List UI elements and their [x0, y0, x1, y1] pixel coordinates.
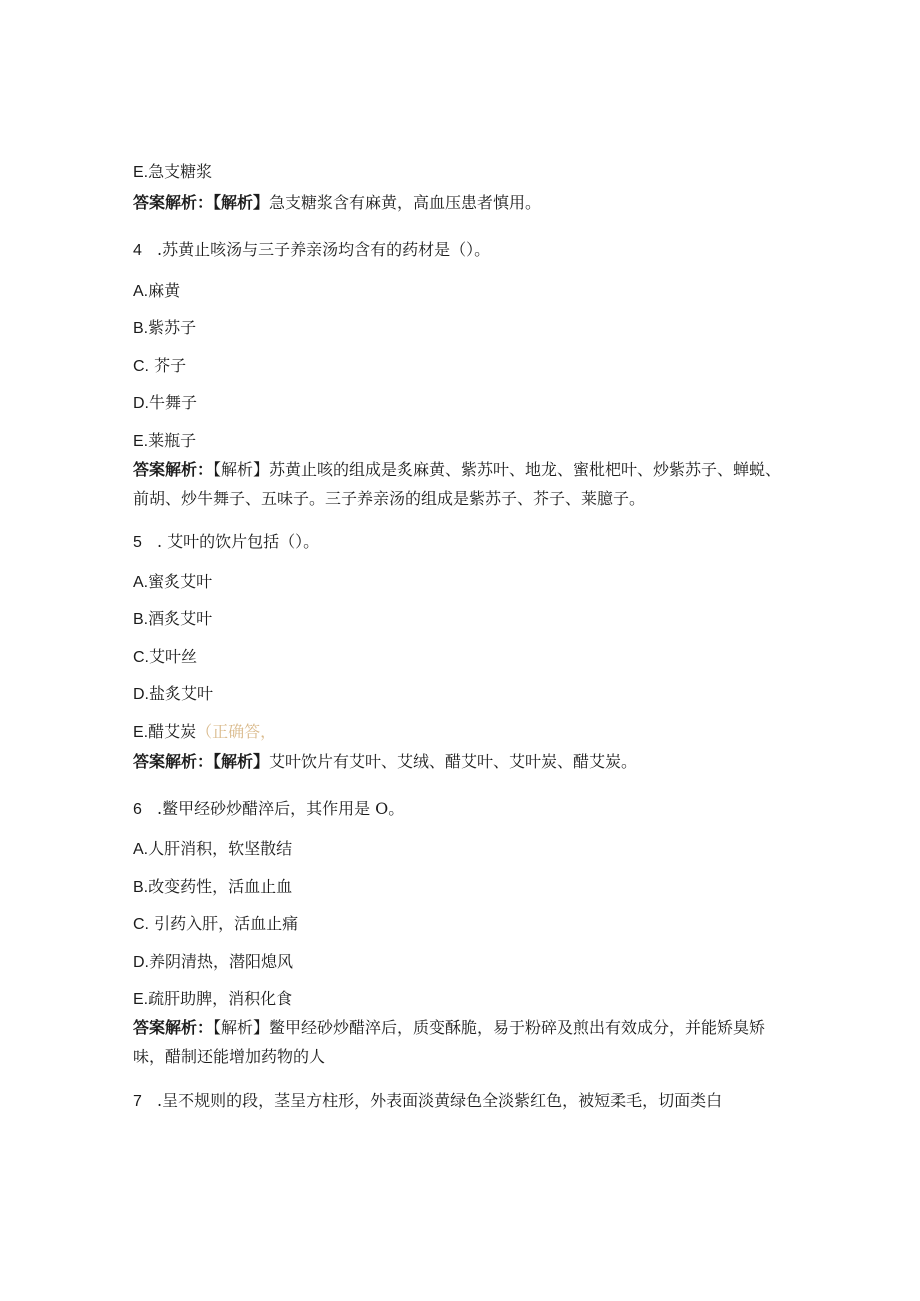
q6-option-b — [133, 877, 292, 898]
option-text: 麻黄 — [148, 281, 181, 300]
analysis-tag: 【解析】 — [213, 1018, 270, 1037]
question-number: 6 — [133, 801, 142, 818]
answer-label: 答案解析： — [133, 193, 214, 212]
option-text: 芥子 — [149, 356, 187, 375]
answer-text: 苏黄止咳的组成是炙麻黄、紫苏叶、地龙、蜜枇杷叶、炒紫苏子、蝉蜕、前胡、炒牛舞子、五味子。三子养亲汤的组成是紫苏子、芥子、莱臆子。 — [133, 460, 782, 508]
option-text: 引药入肝，活血止痛 — [149, 914, 299, 933]
question-number: 4 — [133, 242, 142, 259]
question-text: . 艾叶的饮片包括（）。 — [157, 532, 320, 551]
q6-option-a — [133, 839, 292, 860]
option-letter: A. — [133, 283, 149, 300]
q4-option-d — [133, 393, 197, 414]
analysis-tag: 【解析】 — [213, 460, 270, 479]
question-7 — [133, 1091, 722, 1112]
question-text: .苏黄止咳汤与三子养亲汤均含有的药材是（）。 — [157, 240, 491, 259]
option-e — [133, 162, 212, 183]
answer-label: 答案解析： — [133, 1018, 214, 1037]
analysis-tag: 【解析】 — [213, 193, 270, 212]
q5-option-a — [133, 572, 212, 593]
option-letter: E. — [133, 164, 149, 181]
answer-explanation — [133, 193, 541, 213]
q5-option-c — [133, 647, 197, 668]
answer-text: 艾叶饮片有艾叶、艾绒、醋艾叶、艾叶炭、醋艾炭。 — [269, 752, 638, 771]
option-letter: E. — [133, 433, 149, 450]
option-letter: A. — [133, 841, 149, 858]
q5-option-b — [133, 609, 212, 630]
option-text: 牛舞子 — [149, 393, 198, 412]
answer-label: 答案解析： — [133, 752, 214, 771]
answer-text: 鳖甲经砂炒醋淬后，质变酥脆，易于粉碎及煎出有效成分，并能矫臭矫味，醋制还能增加药物的人 — [133, 1018, 766, 1066]
q5-option-e — [133, 722, 276, 743]
q4-option-a — [133, 281, 180, 302]
option-text: 紫苏子 — [148, 318, 197, 337]
option-letter: E. — [133, 724, 149, 741]
question-5 — [133, 532, 319, 553]
option-text: 人肝消积，软坚散结 — [148, 839, 293, 858]
option-letter: A. — [133, 574, 149, 591]
option-text: 酒炙艾叶 — [148, 609, 213, 628]
option-text: 蜜炙艾叶 — [148, 572, 213, 591]
question-4 — [133, 240, 490, 261]
question-number: 5 — [133, 534, 142, 551]
option-text: 养阴清热，潜阳熄风 — [149, 952, 294, 971]
option-letter: B. — [133, 611, 149, 628]
option-text: 疏肝助脾，消积化食 — [148, 989, 293, 1008]
q6-option-e — [133, 989, 292, 1010]
q6-option-c — [133, 914, 298, 935]
answer-label: 答案解析： — [133, 460, 214, 479]
option-letter: D. — [133, 395, 149, 412]
option-text: 莱瓶子 — [148, 431, 197, 450]
question-number: 7 — [133, 1093, 142, 1110]
option-letter: B. — [133, 320, 149, 337]
q6-answer-explanation — [133, 1013, 783, 1071]
q5-answer-explanation — [133, 752, 637, 772]
q4-answer-explanation — [133, 455, 783, 513]
answer-text: 急支糖浆含有麻黄，高血压患者慎用。 — [269, 193, 542, 212]
q4-option-b — [133, 318, 196, 339]
q5-option-d — [133, 684, 213, 705]
question-text: .鳖甲经砂炒醋淬后，其作用是 O。 — [157, 799, 405, 818]
option-letter: E. — [133, 991, 149, 1008]
option-letter: C. — [133, 649, 149, 666]
option-text: 盐炙艾叶 — [149, 684, 214, 703]
option-letter: D. — [133, 686, 149, 703]
q4-option-c — [133, 356, 186, 377]
option-text: 改变药性，活血止血 — [148, 877, 293, 896]
option-letter: B. — [133, 879, 149, 896]
option-letter: C. — [133, 916, 149, 933]
option-letter: D. — [133, 954, 149, 971]
question-6 — [133, 799, 404, 820]
correct-answer-hint: （正确答， — [196, 722, 277, 741]
option-letter: C. — [133, 358, 149, 375]
option-text: 艾叶丝 — [149, 647, 198, 666]
option-text: 醋艾炭 — [148, 722, 197, 741]
q4-option-e — [133, 431, 196, 452]
analysis-tag: 【解析】 — [213, 752, 270, 771]
question-text: .呈不规则的段，茎呈方柱形，外表面淡黄绿色全淡紫红色，被短柔毛，切面类白 — [157, 1091, 723, 1110]
option-text: 急支糖浆 — [148, 162, 213, 181]
q6-option-d — [133, 952, 293, 973]
